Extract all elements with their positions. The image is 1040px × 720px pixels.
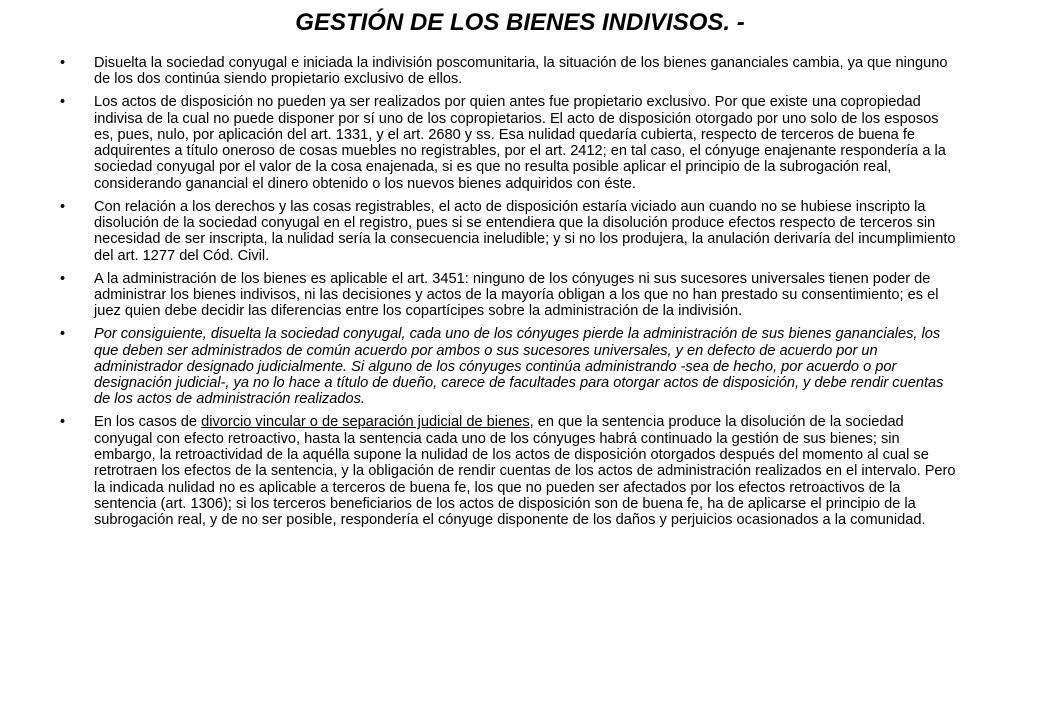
- bullet-icon: •: [60, 270, 66, 287]
- bullet-text: [94, 414, 956, 528]
- bullet-item: [60, 414, 960, 528]
- bullet-icon: •: [60, 326, 66, 343]
- bullet-text: Los actos de disposición no pueden ya ser realizados por quien antes fue propietario exclusivo. Por que existe una copropiedad indivisa de la cual no puede disponer por sí uno de los copropietarios. El acto de disposición otorgado por uno solo de los esposos es, pues, nulo, por aplicación del art. 1331, y el art. 2680 y ss. Esa nulidad quedaría cubierta, respecto de terceros de buena fe adquirentes a título oneroso de cosas muebles no registrables, por el art. 2412; en tal caso, el cónyuge enajenante respondería a la sociedad conyugal por el valor de la cosa enajenada, si es que no resulta posible aplicar el principio de la subrogación real, considerando ganancial el dinero obtenido o los nuevos bienes adquiridos con éste.: [94, 94, 946, 192]
- bullet-item: [60, 94, 960, 192]
- bullet-item: [60, 55, 960, 88]
- bullet-icon: •: [60, 414, 66, 431]
- bullet-icon: •: [60, 94, 66, 111]
- underlined-phrase: divorcio vincular o de separación judicial de bienes: [201, 414, 530, 431]
- slide-title: GESTIÓN DE LOS BIENES INDIVISOS. -: [295, 9, 745, 36]
- bullet-text: Disuelta la sociedad conyugal e iniciada la indivisión poscomunitaria, la situación de los bienes gananciales cambia, ya que ninguno de los dos continúa siendo propietario exclusivo de ellos.: [94, 55, 948, 88]
- bullet-text-before: En los casos de: [94, 414, 202, 431]
- bullet-text-after: , en que la sentencia produce la disolución de la sociedad conyugal con efecto retroactivo, hasta la sentencia cada uno de los cónyuges habrá continuado la gestión de sus bienes; sin embargo, la retroactividad de la aquélla supone la nulidad de los actos de disposición otorgados después del momento al cual se retrotraen los efectos de la sentencia, y la obligación de rendir cuentas de los actos de administración realizados en el intervalo. Pero la indicada nulidad no es aplicable a terceros de buena fe, los que no pueden ser afectados por los efectos retroactivos de la sentencia (art. 1306); si los terceros beneficiarios de los actos de disposición son de buena fe, ha de aplicarse el principio de la subrogación real, y de no ser posible, respondería el cónyuge disponente de los daños y perjuicios ocasionados a la comunidad.: [94, 414, 956, 529]
- bullet-text: Con relación a los derechos y las cosas registrables, el acto de disposición estaría viciado aun cuando no se hubiese inscripto la disolución de la sociedad conyugal en el registro, pues si se entendiera que la disolución produce efectos respecto de terceros sin necesidad de ser inscripta, la nulidad sería la consecuencia ineludible; y si no los produjera, la anulación derivaría del incumplimiento del art. 1277 del Cód. Civil.: [94, 198, 956, 264]
- bullet-icon: •: [60, 55, 66, 71]
- bullet-item: [60, 326, 960, 407]
- bullet-text: Por consiguiente, disuelta la sociedad conyugal, cada uno de los cónyuges pierde la administración de sus bienes gananciales, los que deben ser administrados de común acuerdo por ambos o sus sucesores universales, y en defecto de acuerdo por un administrador designado judicialmente. Si alguno de los cónyuges continúa administrando -sea de hecho, por acuerdo o por designación judicial-, ya no lo hace a título de dueño, carece de facultades para otorgar actos de disposición, y debe rendir cuentas de los actos de administración realizados.: [94, 326, 944, 408]
- bullet-text: A la administración de los bienes es aplicable el art. 3451: ninguno de los cónyuges ni sus sucesores universales tienen poder de administrar los bienes indivisos, ni las decisiones y actos de la mayoría obligan a los que no han prestado su consentimiento; es el juez quien debe decidir las diferencias entre los copartícipes sobre la administración de la indivisión.: [94, 270, 939, 320]
- bullet-item: [60, 199, 960, 264]
- bullet-item: [60, 271, 960, 320]
- bullet-icon: •: [60, 198, 66, 215]
- bullet-list: [60, 55, 960, 535]
